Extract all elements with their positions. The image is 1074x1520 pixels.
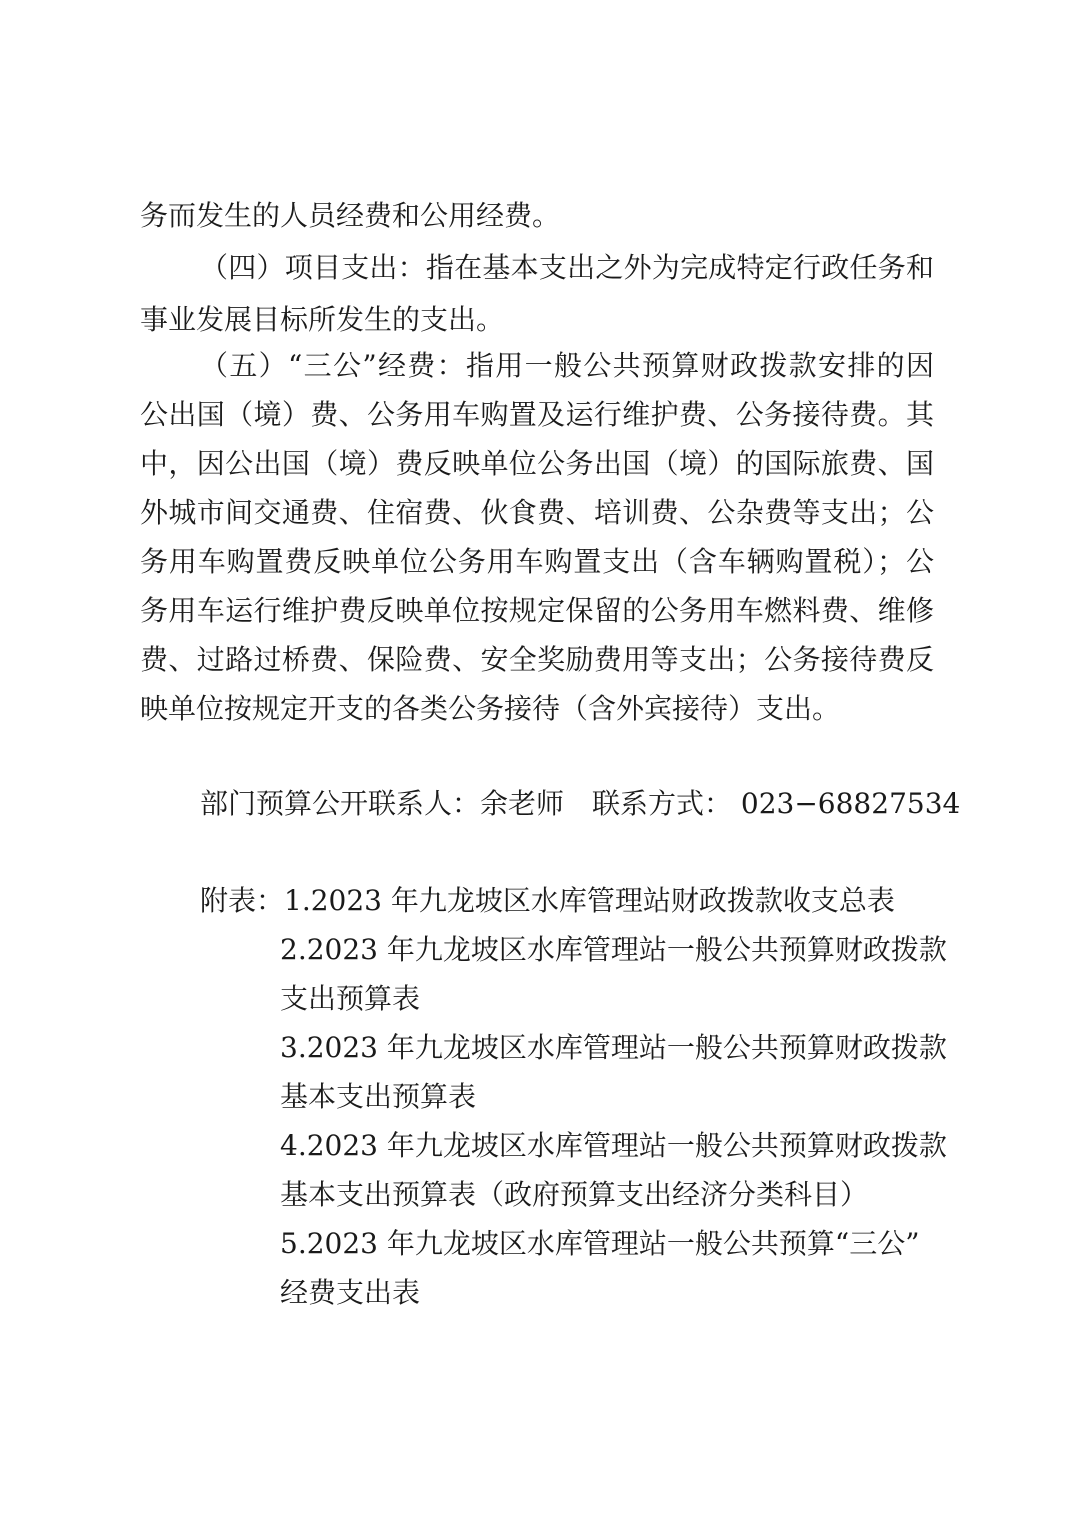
- appendix-item: 基本支出预算表（政府预算支出经济分类科目）: [280, 1178, 869, 1211]
- paragraph-line: 费、过路过桥费、保险费、安全奖励费用等支出；公务接待费反: [140, 643, 934, 676]
- paragraph-line: 外城市间交通费、住宿费、伙食费、培训费、公杂费等支出；公: [140, 496, 934, 529]
- appendix-item: 基本支出预算表: [280, 1080, 477, 1113]
- appendix-item: 支出预算表: [280, 982, 421, 1015]
- appendix-item: 3.2023 年九龙坡区水库管理站一般公共预算财政拨款: [280, 1031, 947, 1064]
- appendix-item: 经费支出表: [280, 1276, 421, 1309]
- appendix-item: 2.2023 年九龙坡区水库管理站一般公共预算财政拨款: [280, 933, 947, 966]
- paragraph-line: 公出国（境）费、公务用车购置及运行维护费、公务接待费。其: [140, 398, 934, 431]
- paragraph-line: 务用车运行维护费反映单位按规定保留的公务用车燃料费、维修: [140, 594, 934, 627]
- paragraph-line: 中，因公出国（境）费反映单位公务出国（境）的国际旅费、国: [140, 447, 934, 480]
- paragraph-line: 映单位按规定开支的各类公务接待（含外宾接待）支出。: [140, 692, 841, 725]
- paragraph-line: （五）“三公”经费：指用一般公共预算财政拨款安排的因: [200, 349, 934, 382]
- appendix-label-line: 附表：1.2023 年九龙坡区水库管理站财政拨款收支总表: [200, 884, 895, 917]
- contact-line: 部门预算公开联系人：余老师 联系方式： 023−68827534: [200, 787, 961, 820]
- paragraph-line: 事业发展目标所发生的支出。: [140, 303, 505, 336]
- appendix-item: 4.2023 年九龙坡区水库管理站一般公共预算财政拨款: [280, 1129, 947, 1162]
- paragraph-line: 务用车购置费反映单位公务用车购置支出（含车辆购置税）；公: [140, 545, 934, 578]
- appendix-item: 5.2023 年九龙坡区水库管理站一般公共预算“三公”: [280, 1227, 920, 1260]
- paragraph-line: 务而发生的人员经费和公用经费。: [140, 199, 561, 232]
- paragraph-line: （四）项目支出：指在基本支出之外为完成特定行政任务和: [200, 251, 934, 284]
